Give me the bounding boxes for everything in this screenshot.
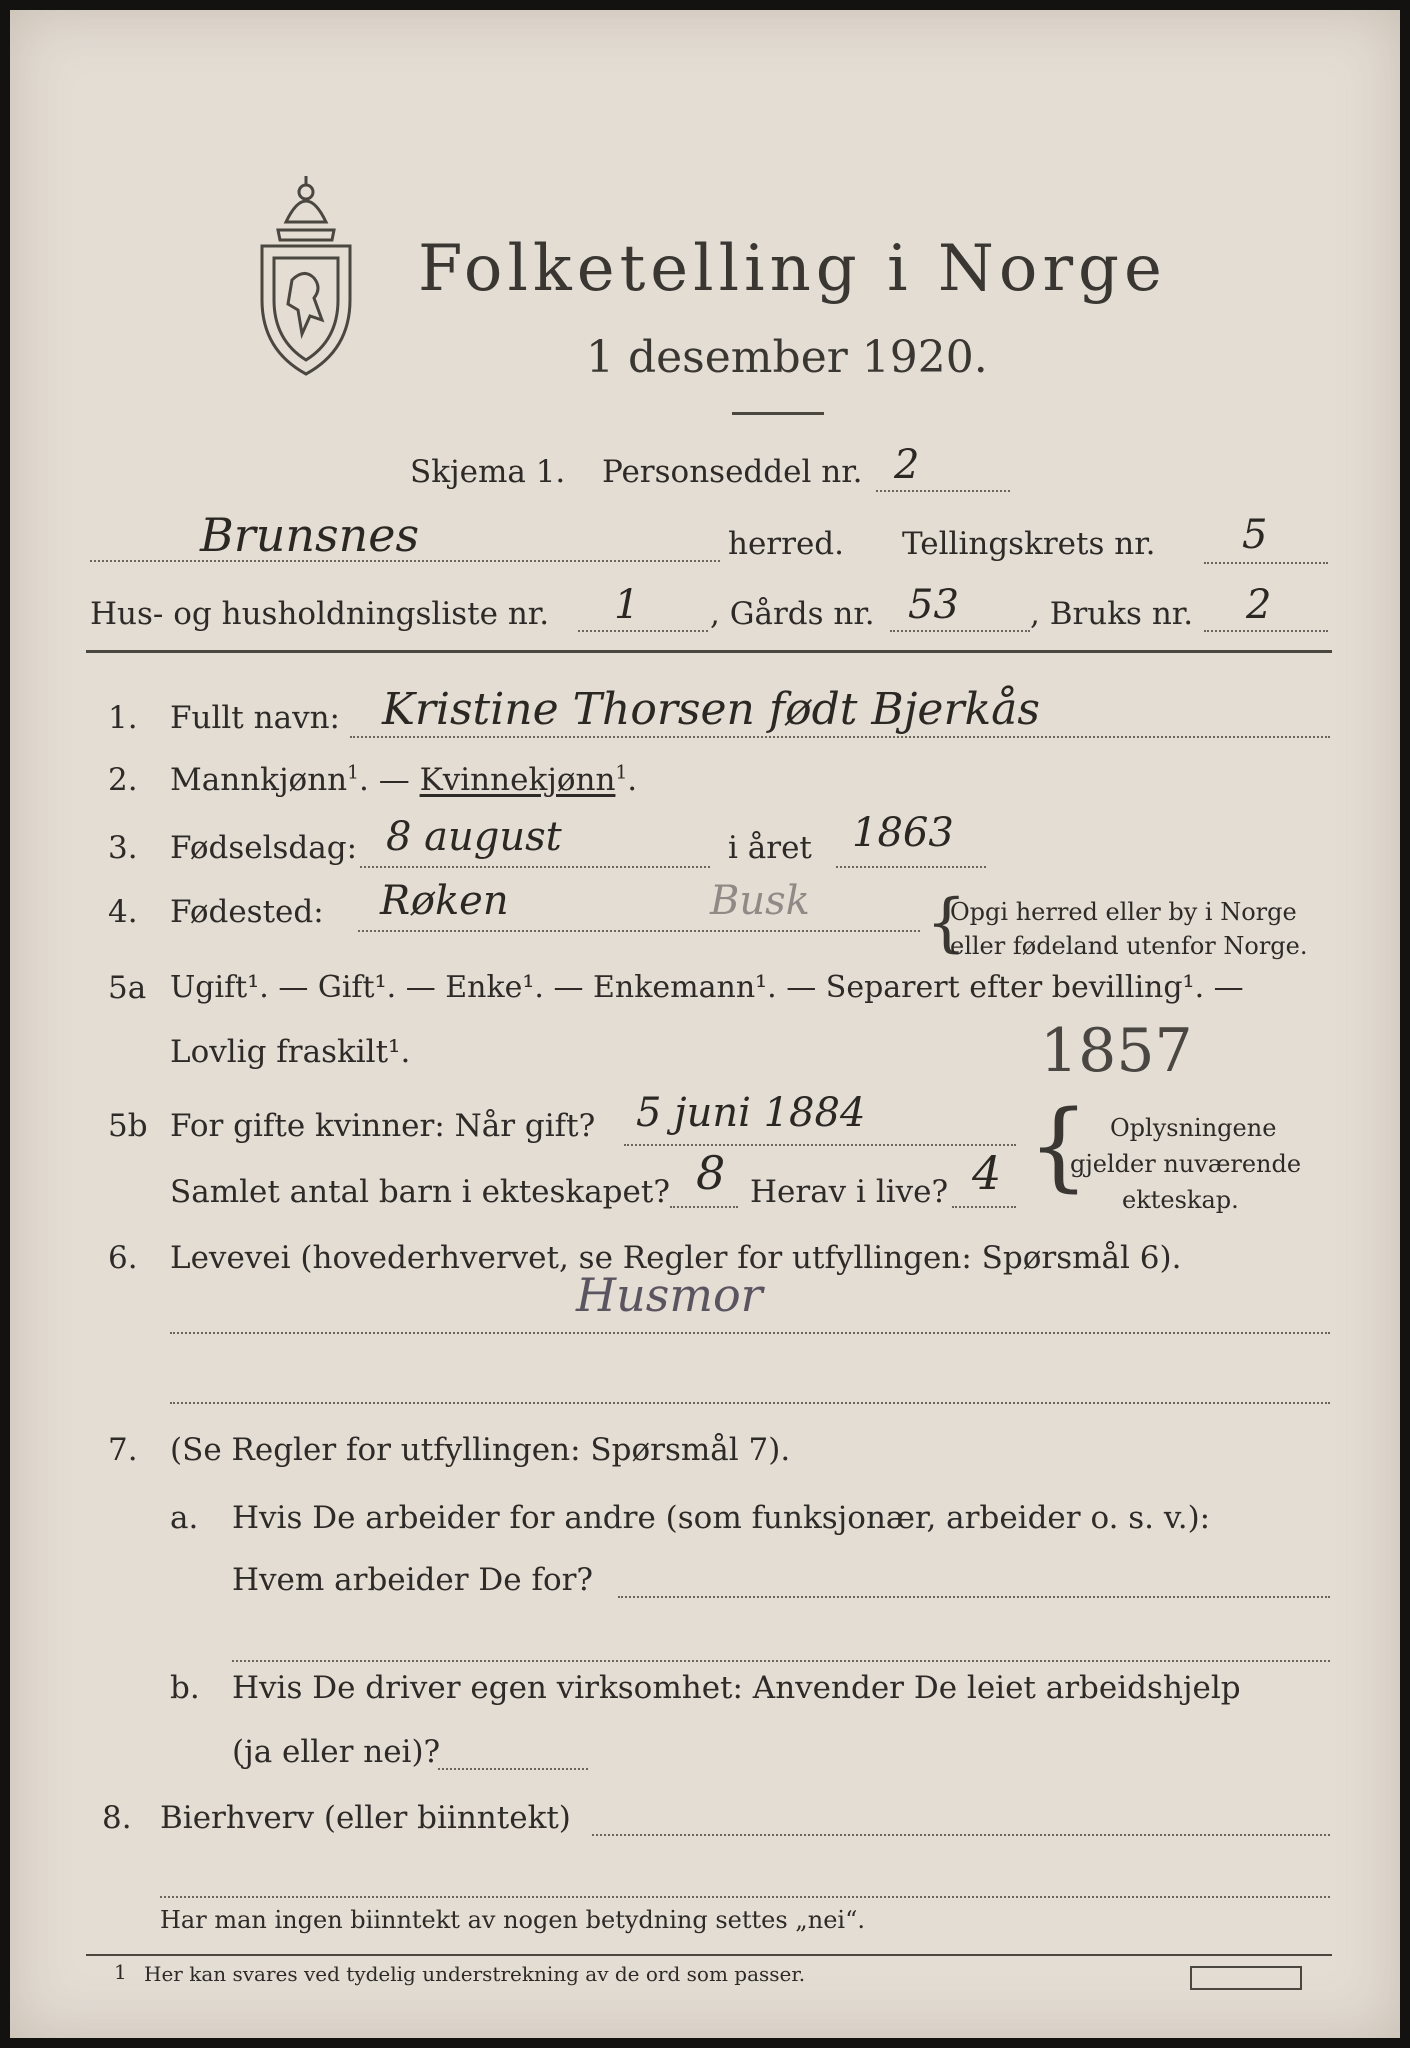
q4-brace: { <box>926 886 967 960</box>
q2-kvinne-sup: 1 <box>615 762 628 784</box>
q1-value: Kristine Thorsen født Bjerkås <box>382 684 1040 735</box>
q7a-line-1 <box>618 1596 1330 1598</box>
q3-year-line <box>836 866 986 868</box>
herred-value: Brunsnes <box>200 508 420 562</box>
husholdningsliste-label: Hus- og husholdningsliste nr. <box>90 596 550 632</box>
q5a-line-2: Lovlig fraskilt¹. <box>170 1034 411 1070</box>
q6-value: Husmor <box>576 1268 763 1322</box>
header-rule <box>86 650 1332 653</box>
q3-year-value: 1863 <box>852 810 954 856</box>
q5b-barn-value: 8 <box>696 1146 726 1200</box>
q5a-margin-value: 1857 <box>1040 1016 1193 1086</box>
q3-number: 3. <box>108 830 138 866</box>
q2-kvinne: Kvinnekjønn <box>419 762 616 798</box>
q5a-number: 5a <box>108 970 147 1006</box>
q5b-brace: { <box>1028 1090 1090 1202</box>
q1-number: 1. <box>108 700 138 736</box>
bruks-value: 2 <box>1246 582 1272 628</box>
q6-number: 6. <box>108 1240 138 1276</box>
q4-note-1: Opgi herred eller by i Norge <box>950 898 1297 926</box>
q5b-gift-value: 5 juni 1884 <box>636 1090 866 1136</box>
herred-line <box>90 560 720 562</box>
gards-value: 53 <box>908 582 959 628</box>
q2-mann-sup: 1 <box>347 762 359 784</box>
q2-text <box>170 762 637 798</box>
q1-line <box>350 736 1330 738</box>
q2-number: 2. <box>108 762 138 798</box>
q7a-label-2: Hvem arbeider De for? <box>232 1562 594 1598</box>
gards-label: , Gårds nr. <box>710 596 875 632</box>
q4-line <box>358 930 920 932</box>
q5b-label-2: Samlet antal barn i ekteskapet? <box>170 1174 670 1210</box>
tellingskrets-label: Tellingskrets nr. <box>902 526 1156 562</box>
q4-value-struck: Busk <box>710 878 810 924</box>
q7a-label-1: Hvis De arbeider for andre (som funksjonær, arbeider o. s. v.): <box>232 1500 1211 1536</box>
census-date: 1 desember 1920. <box>586 332 988 383</box>
printer-stamp <box>1190 1966 1302 1990</box>
q3-label: Fødselsdag: <box>170 830 358 866</box>
q4-note-2: eller fødeland utenfor Norge. <box>950 932 1308 960</box>
husholdningsliste-line <box>578 630 708 632</box>
census-form <box>10 10 1400 2038</box>
q3-year-label: i året <box>728 830 812 866</box>
footer-rule <box>86 1954 1332 1956</box>
q7-number: 7. <box>108 1432 138 1468</box>
q5b-label-3: Herav i live? <box>750 1174 949 1210</box>
q7-label: (Se Regler for utfyllingen: Spørsmål 7). <box>170 1432 791 1468</box>
personseddel-value: 2 <box>894 442 920 488</box>
q7a-number: a. <box>170 1500 199 1536</box>
personseddel-label: Personseddel nr. <box>602 454 863 490</box>
gards-line <box>890 630 1030 632</box>
q5b-number: 5b <box>108 1108 148 1144</box>
herred-label: herred. <box>728 526 844 562</box>
q5b-note-1: Oplysningene <box>1110 1114 1277 1142</box>
coat-of-arms-icon <box>248 170 364 380</box>
q8-number: 8. <box>102 1800 132 1836</box>
q8-line-1 <box>592 1834 1330 1836</box>
q7b-label-1: Hvis De driver egen virksomhet: Anvender De leiet arbeidshjelp <box>232 1670 1241 1706</box>
q2-end: . <box>627 762 638 798</box>
q6-line-1 <box>170 1332 1330 1334</box>
skjema-label: Skjema 1. <box>410 454 566 490</box>
q7a-line-2 <box>232 1660 1330 1662</box>
bruks-label: , Bruks nr. <box>1030 596 1194 632</box>
q5b-live-value: 4 <box>972 1146 1002 1200</box>
q5b-label-1: For gifte kvinner: Når gift? <box>170 1108 596 1144</box>
tellingskrets-value: 5 <box>1242 512 1268 558</box>
q2-mann: Mannkjønn <box>170 762 348 798</box>
husholdningsliste-value: 1 <box>614 582 640 628</box>
form-title: Folketelling i Norge <box>418 232 1167 306</box>
biinntekt-note: Har man ingen biinntekt av nogen betydning settes „nei“. <box>160 1906 865 1934</box>
q7b-number: b. <box>170 1670 200 1706</box>
q8-label: Bierhverv (eller biinntekt) <box>160 1800 571 1836</box>
q5b-note-2: gjelder nuværende <box>1070 1150 1302 1178</box>
tellingskrets-line <box>1204 562 1328 564</box>
q5a-line-1: Ugift¹. — Gift¹. — Enke¹. — Enkemann¹. — Separert efter bevilling¹. — <box>170 970 1244 1005</box>
personseddel-line <box>876 490 1010 492</box>
footnote-text: Her kan svares ved tydelig understrekning av de ord som passer. <box>144 1962 806 1986</box>
q5b-gift-line <box>624 1144 1016 1146</box>
bruks-line <box>1204 630 1328 632</box>
q2-sep: . — <box>359 762 410 798</box>
q6-line-2 <box>170 1402 1330 1404</box>
q6-label: Levevei (hovederhvervet, se Regler for utfyllingen: Spørsmål 6). <box>170 1240 1182 1276</box>
footnote-number: 1 <box>114 1960 127 1984</box>
q1-label: Fullt navn: <box>170 700 340 736</box>
q7b-line <box>438 1768 588 1770</box>
title-divider <box>732 412 824 415</box>
q5b-note-3: ekteskap. <box>1122 1186 1239 1214</box>
q5b-barn-line <box>670 1206 738 1208</box>
q3-day-value: 8 august <box>386 814 562 860</box>
q3-day-line <box>360 866 710 868</box>
q4-label: Fødested: <box>170 894 324 930</box>
q4-number: 4. <box>108 894 138 930</box>
q5b-live-line <box>952 1206 1016 1208</box>
q7b-label-2: (ja eller nei)? <box>232 1734 441 1770</box>
q8-line-2 <box>160 1896 1330 1898</box>
q4-value: Røken <box>380 878 509 924</box>
